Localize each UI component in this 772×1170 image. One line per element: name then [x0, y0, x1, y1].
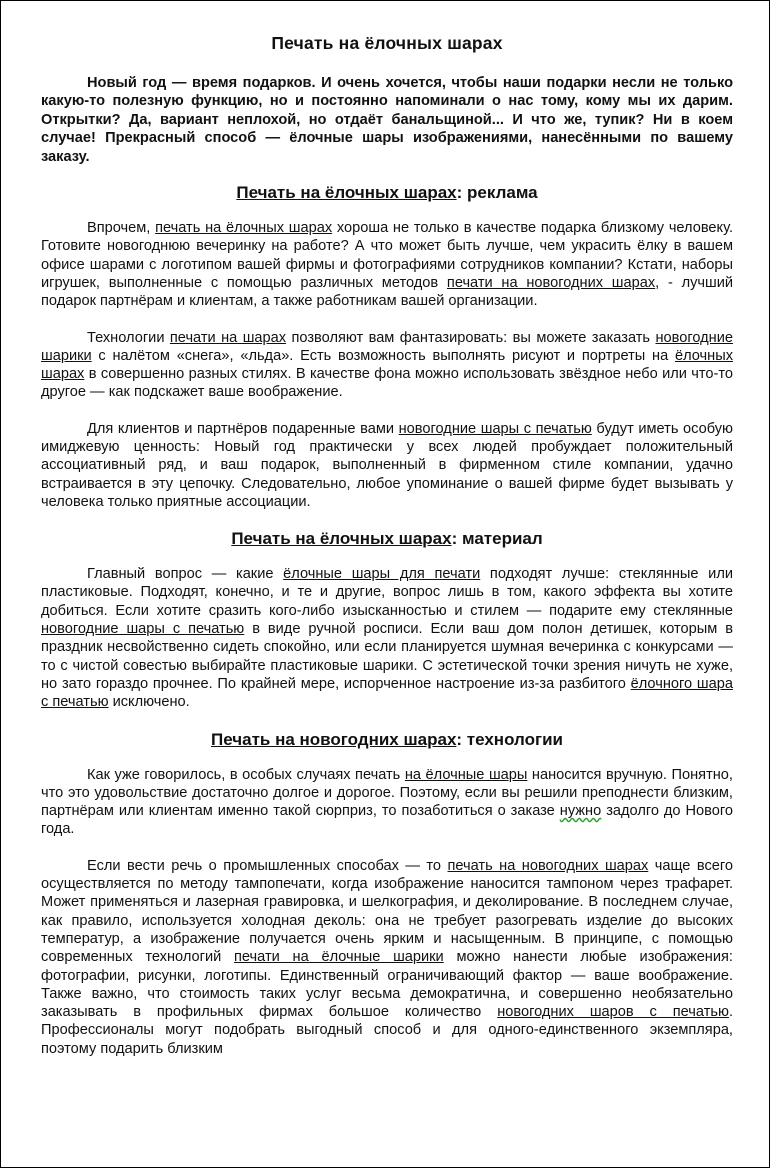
keyword-link[interactable]: печати на ёлочные шарики	[234, 949, 444, 966]
keyword-link[interactable]: новогодние шарики	[41, 329, 733, 364]
text-run: позволяют вам фантазировать: вы можете заказать	[286, 329, 656, 346]
section-heading-link[interactable]: Печать на ёлочных шарах	[231, 529, 452, 549]
text-run: можно нанести любые изображения: фотографии, рисунки, логотипы. Единственный ограничивающий фактор — ваше воображение. Также важно, что стоимость таких услуг весьма демократична, и совершенно необязательно заказывать в профильных фирмах большое количество	[41, 949, 733, 1021]
text-run: в виде ручной росписи. Если ваш дом полон детишек, которым в праздник несвойственно сидеть спокойно, или если планируется шумная вечеринка с конкурсами — то с чистой совестью выбирайте пластиковые шарики. С эстетической точки зрения ничуть не хуже, но зато гораздо прочнее. По крайней мере, испорченное настроение из-за разбитого	[41, 621, 733, 692]
text-run: исключено.	[108, 694, 190, 711]
text-run: чаще всего осуществляется по методу тампопечати, когда изображение наносится тампоном через трафарет. Может применяться и лазерная гравировка, и шелкография, и деколирование. В последнем случае, как правило, используется холодная деколь: она не требует разогревать изделие до высоких температур, а изображение получается очень ярким и насыщенным. В принципе, с помощью современных технологий	[41, 857, 733, 966]
section-heading	[41, 730, 733, 750]
body-paragraph	[41, 329, 733, 402]
section-heading-link[interactable]: Печать на новогодних шарах	[211, 729, 457, 749]
text-run: Если вести речь о промышленных способах — то	[87, 857, 448, 874]
text-run: наносится вручную. Понятно, что это удовольствие достаточно долгое и дорогое. Поэтому, если вы решили преподнести близким, партнёрам или клиентам именно такой сюрприз, то позаботиться о заказе	[41, 766, 733, 820]
text-run: Главный вопрос — какие	[87, 566, 284, 583]
text-run: подходят лучше: стеклянные или пластиковые. Подходят, конечно, и те и другие, вопрос лишь в том, какого эффекта вы хотите добиться. Если хотите сразить кого-либо изысканностью и стилем — подарите ему стеклянные	[41, 566, 733, 619]
document-title: Печать на ёлочных шарах	[271, 33, 503, 53]
keyword-link[interactable]: печати на новогодних шарах	[446, 274, 656, 291]
body-paragraph	[41, 565, 733, 711]
text-run: , - лучший подарок партнёрам и клиентам, а также работникам вашей организации.	[41, 274, 734, 310]
keyword-link[interactable]: ёлочные шары для печати	[283, 566, 481, 583]
section-heading	[41, 529, 733, 549]
text-run: Как уже говорилось, в особых случаях печать	[87, 766, 405, 783]
text-run: будут иметь особую имиджевую ценность: Новый год практически у всех людей пробуждает положительный ассоциативный ряд, и ваш подарок, выполненный в фирменном стиле компании, удачно встраивается в эту цепочку. Следовательно, любое упоминание о вашей фирме будет вызывать у человека только приятные ассоциации.	[41, 420, 734, 510]
body-paragraph	[41, 219, 733, 310]
keyword-link[interactable]: новогодние шары с печатью	[41, 621, 245, 638]
keyword-link[interactable]: печать на новогодних шарах	[447, 857, 649, 874]
text-run: Технологии	[87, 329, 170, 346]
keyword-link[interactable]: ёлочных шарах	[41, 347, 733, 383]
section-heading-link[interactable]: Печать на ёлочных шарах	[236, 183, 457, 203]
body-paragraph	[41, 420, 733, 511]
document-body	[41, 33, 733, 1076]
keyword-link[interactable]: новогодних шаров с печатью	[497, 1004, 729, 1021]
section-heading-suffix: : материал	[451, 529, 543, 549]
section-heading	[41, 183, 733, 203]
body-paragraph	[41, 766, 733, 839]
text-run: Для клиентов и партнёров подаренные вами	[87, 420, 399, 437]
text-run: Впрочем,	[87, 220, 156, 237]
keyword-link[interactable]: ёлочного шара с печатью	[41, 675, 733, 711]
spellcheck-word: нужно	[559, 803, 602, 820]
text-run: с налётом «снега», «льда». Есть возможность выполнять рисуют и портреты на	[91, 347, 675, 364]
intro-paragraph: Новый год — время подарков. И очень хочется, чтобы наши подарки несли не только какую-то полезную функцию, но и постоянно напоминали о нас тому, кому мы их дарим. Открытки? Да, вариант неплохой, но отдаёт банальщиной... И что же, тупик? Ни в коем случае! Прекрасный способ — ёлочные шары изображениями, нанесёнными по вашему заказу.	[41, 75, 733, 165]
text-run: задолго до Нового года.	[41, 803, 733, 838]
section-heading-suffix: : технологии	[456, 729, 563, 749]
keyword-link[interactable]: печати на шарах	[169, 329, 287, 346]
section-heading-suffix: : реклама	[456, 183, 538, 203]
sections-container	[41, 183, 733, 1058]
text-run: хороша не только в качестве подарка близкому человеку. Готовите новогоднюю вечеринку на работе? А что может быть лучше, чем украсить ёлку в вашем офисе шарами с логотипом вашей фирмы и фотографиями сотрудников компании? Кстати, наборы игрушек, выполненные с помощью различных методов	[41, 220, 733, 291]
keyword-link[interactable]: на ёлочные шары	[404, 766, 528, 783]
body-paragraph	[41, 857, 733, 1058]
keyword-link[interactable]: печать на ёлочных шарах	[155, 220, 333, 237]
keyword-link[interactable]: новогодние шары с печатью	[398, 420, 592, 437]
text-run: . Профессионалы могут подобрать выгодный способ и для одного-единственного экземпляра, поэтому подарить близким	[41, 1004, 733, 1057]
text-run: в совершенно разных стилях. В качестве фона можно использовать звёздное небо или что-то другое — как подскажет ваше воображение.	[41, 366, 733, 401]
